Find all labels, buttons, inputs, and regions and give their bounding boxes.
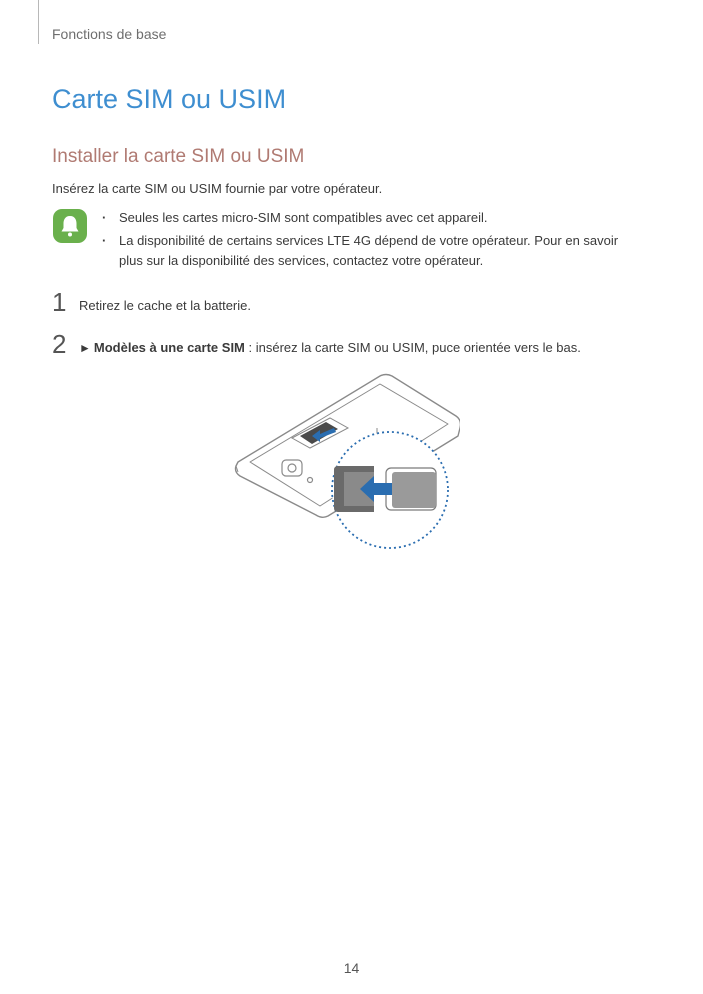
sim-insertion-illustration: [230, 372, 460, 552]
step-number: 1: [52, 287, 67, 317]
note-item: · Seules les cartes micro-SIM sont compatibles avec cet appareil.: [102, 208, 642, 228]
page-title: Carte SIM ou USIM: [52, 84, 287, 114]
step-text: : insérez la carte SIM ou USIM, puce orientée vers le bas.: [244, 340, 581, 355]
step-text: Retirez le cache et la batterie.: [79, 298, 251, 313]
section-subtitle: Installer la carte SIM ou USIM: [52, 146, 305, 167]
step-text-line: [79, 340, 581, 355]
step-number: 2: [52, 329, 67, 359]
play-arrow-icon: ►: [79, 341, 91, 355]
header-rule: [38, 0, 39, 44]
note-item: · La disponibilité de certains services LTE 4G dépend de votre opérateur. Pour en savoir plus sur la disponibilité des services, contactez votre opérateur.: [102, 231, 642, 271]
note-list: [102, 208, 642, 274]
bell-icon: [52, 208, 88, 244]
section-header: Fonctions de base: [52, 26, 167, 42]
step-model-label: Modèles à une carte SIM: [93, 340, 245, 355]
page-number: 14: [343, 960, 360, 976]
intro-paragraph: Insérez la carte SIM ou USIM fournie par votre opérateur.: [52, 181, 383, 196]
